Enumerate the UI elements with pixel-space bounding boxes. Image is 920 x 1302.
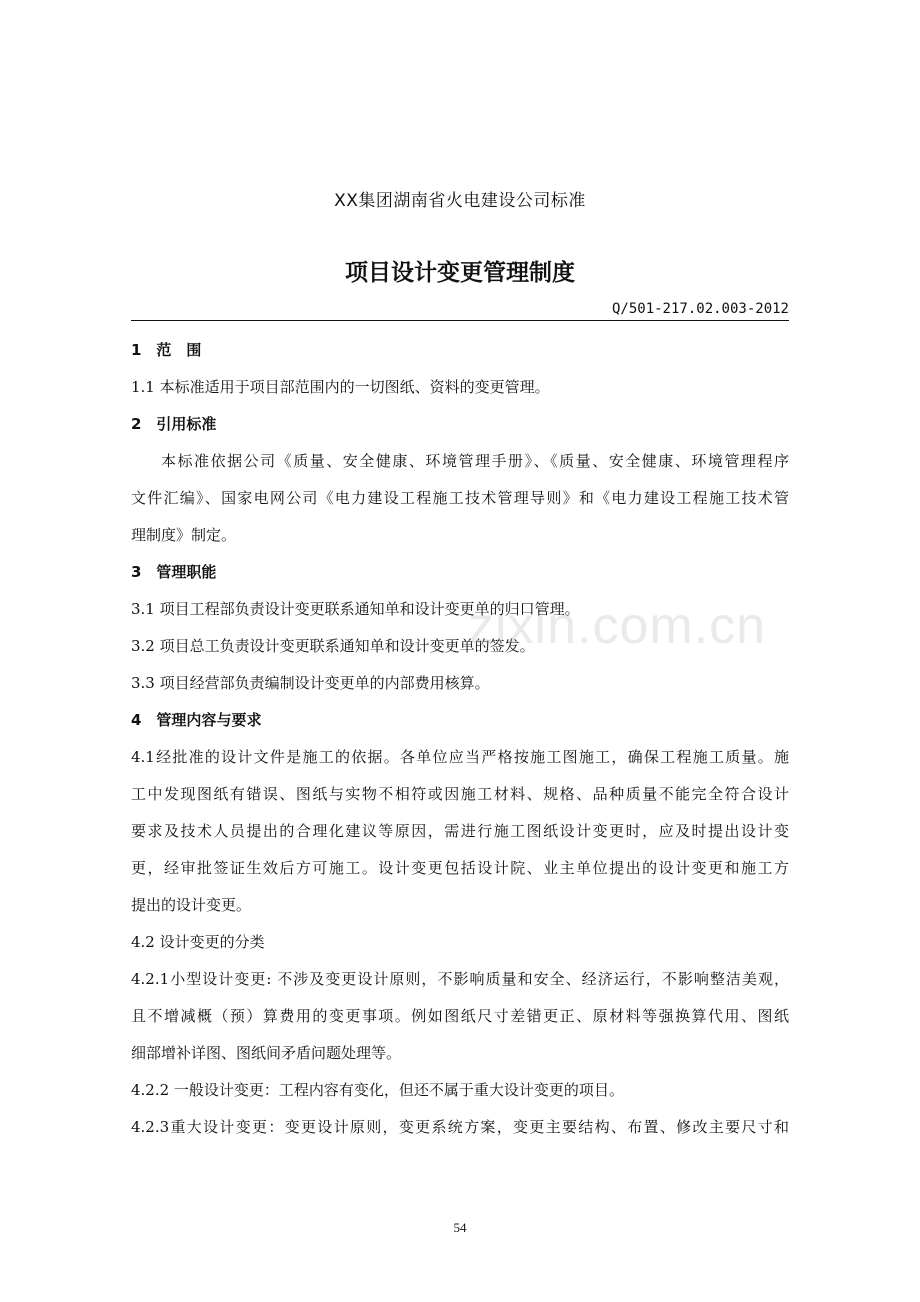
section-heading: 4 管理内容与要求 — [131, 711, 262, 729]
section-heading: 2 引用标准 — [131, 415, 217, 433]
text-line: 本标准依据公司《质量、安全健康、环境管理手册》、《质量、安全健康、环境管理程序 — [161, 452, 789, 470]
text-line: 要求及技术人员提出的合理化建议等原因，需进行施工图纸设计变更时，应及时提出设计变 — [131, 822, 789, 840]
page-number: 54 — [453, 1220, 467, 1235]
text-line: 4.2 设计变更的分类 — [131, 933, 265, 951]
text-line: 且不增减概（预）算费用的变更事项。例如图纸尺寸差错更正、原材料等强换算代用、图纸 — [131, 1007, 789, 1025]
text-line: 4.2.2 一般设计变更：工程内容有变化，但还不属于重大设计变更的项目。 — [131, 1081, 624, 1099]
document-body — [131, 338, 789, 1152]
header-rule — [131, 320, 789, 321]
text-line: 提出的设计变更。 — [131, 896, 252, 914]
text-line: 4.2.1小型设计变更: 不涉及变更设计原则，不影响质量和安全、经济运行，不影响整洁美观， — [131, 970, 789, 988]
text-line: 理制度》制定。 — [131, 526, 237, 544]
organization-title: XX集团湖南省火电建设公司标准 — [334, 191, 586, 211]
text-line: 3.3 项目经营部负责编制设计变更单的内部费用核算。 — [131, 674, 490, 692]
text-line: 工中发现图纸有错误、图纸与实物不相符或因施工材料、规格、品种质量不能完全符合设计 — [131, 785, 789, 803]
text-line: 文件汇编》、国家电网公司《电力建设工程施工技术管理导则》和《电力建设工程施工技术管 — [131, 489, 789, 507]
document-code: Q/501-217.02.003-2012 — [611, 301, 789, 317]
text-line: 4.1经批准的设计文件是施工的依据。各单位应当严格按施工图施工，确保工程施工质量。施 — [131, 748, 789, 766]
text-line: 4.2.3重大设计变更：变更设计原则，变更系统方案，变更主要结构、布置、修改主要尺寸和 — [131, 1118, 789, 1136]
text-line: 1.1 本标准适用于项目部范围内的一切图纸、资料的变更管理。 — [131, 378, 550, 396]
text-line: 3.1 项目工程部负责设计变更联系通知单和设计变更单的归口管理。 — [131, 600, 580, 618]
section-heading: 1 范 围 — [131, 341, 202, 359]
text-line: 3.2 项目总工负责设计变更联系通知单和设计变更单的签发。 — [131, 637, 535, 655]
text-line: 更，经审批签证生效后方可施工。设计变更包括设计院、业主单位提出的设计变更和施工方 — [131, 859, 789, 877]
text-line: 细部增补详图、图纸间矛盾问题处理等。 — [131, 1044, 402, 1062]
section-heading: 3 管理职能 — [131, 563, 217, 581]
watermark: zixin.com.cn — [468, 597, 767, 655]
document-title: 项目设计变更管理制度 — [345, 260, 575, 286]
